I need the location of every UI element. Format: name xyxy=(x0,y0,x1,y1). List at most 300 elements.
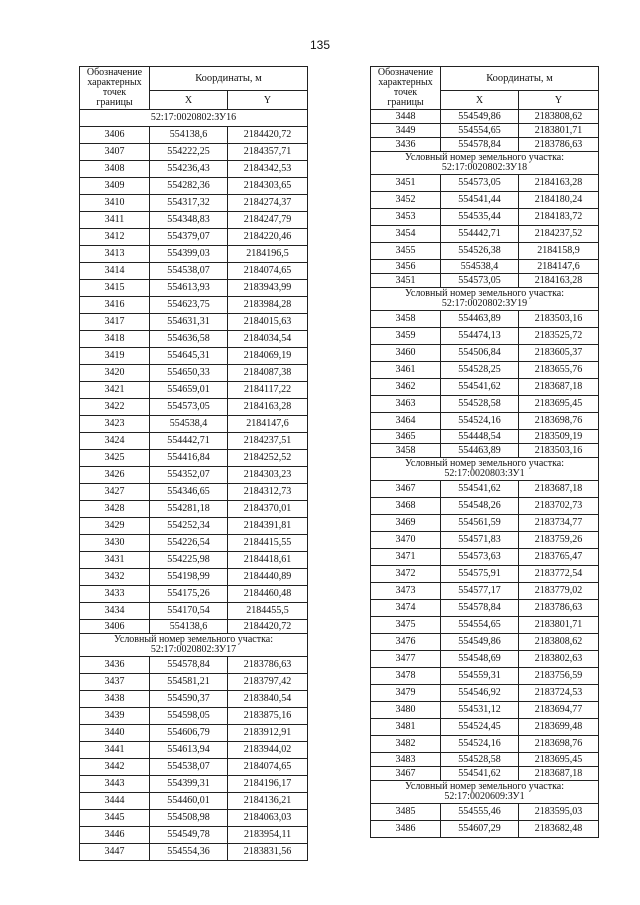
x-coordinate-cell: 554528,25 xyxy=(441,362,519,379)
x-coordinate-cell: 554535,44 xyxy=(441,209,519,226)
point-number-cell: 3476 xyxy=(371,634,441,651)
x-coordinate-cell: 554549,86 xyxy=(441,634,519,651)
table-row xyxy=(371,804,599,821)
y-coordinate-cell: 2183687,18 xyxy=(519,481,599,498)
y-coordinate-cell: 2184074,65 xyxy=(228,759,308,776)
y-coordinate-cell: 2183605,37 xyxy=(519,345,599,362)
x-coordinate-cell: 554252,34 xyxy=(150,518,228,535)
point-number-cell: 3431 xyxy=(80,552,150,569)
point-number-cell: 3408 xyxy=(80,161,150,178)
table-row xyxy=(80,297,308,314)
table-row xyxy=(371,685,599,702)
point-number-cell: 3410 xyxy=(80,195,150,212)
x-coordinate-cell: 554170,54 xyxy=(150,603,228,620)
point-number-cell: 3436 xyxy=(80,657,150,674)
point-number-cell: 3444 xyxy=(80,793,150,810)
x-coordinate-cell: 554623,75 xyxy=(150,297,228,314)
point-number-cell: 3409 xyxy=(80,178,150,195)
x-coordinate-cell: 554554,65 xyxy=(441,617,519,634)
x-coordinate-cell: 554346,65 xyxy=(150,484,228,501)
table-row xyxy=(371,138,599,152)
x-coordinate-cell: 554659,01 xyxy=(150,382,228,399)
x-coordinate-cell: 554549,86 xyxy=(441,110,519,124)
y-coordinate-cell: 2183682,48 xyxy=(519,821,599,838)
y-coordinate-cell: 2183954,11 xyxy=(228,827,308,844)
table-row xyxy=(371,260,599,274)
x-coordinate-cell: 554222,25 xyxy=(150,144,228,161)
point-number-cell: 3438 xyxy=(80,691,150,708)
y-coordinate-cell: 2184455,5 xyxy=(228,603,308,620)
table-row xyxy=(371,651,599,668)
y-coordinate-cell: 2183943,99 xyxy=(228,280,308,297)
x-coordinate-cell: 554546,92 xyxy=(441,685,519,702)
y-coordinate-cell: 2183525,72 xyxy=(519,328,599,345)
table-row xyxy=(371,362,599,379)
y-coordinate-cell: 2183509,19 xyxy=(519,430,599,444)
x-coordinate-cell: 554645,31 xyxy=(150,348,228,365)
point-number-cell: 3474 xyxy=(371,600,441,617)
x-coordinate-cell: 554554,65 xyxy=(441,124,519,138)
point-number-cell: 3449 xyxy=(371,124,441,138)
y-coordinate-cell: 2183801,71 xyxy=(519,124,599,138)
table-row xyxy=(371,192,599,209)
x-coordinate-cell: 554581,21 xyxy=(150,674,228,691)
x-coordinate-cell: 554531,12 xyxy=(441,702,519,719)
point-number-cell: 3479 xyxy=(371,685,441,702)
y-coordinate-cell: 2183698,76 xyxy=(519,736,599,753)
table-row xyxy=(80,776,308,793)
point-number-cell: 3456 xyxy=(371,260,441,274)
point-number-cell: 3451 xyxy=(371,175,441,192)
y-coordinate-cell: 2183759,26 xyxy=(519,532,599,549)
point-number-cell: 3432 xyxy=(80,569,150,586)
header-x: X xyxy=(150,91,228,110)
table-row xyxy=(371,226,599,243)
section-label: Условный номер земельного участка: xyxy=(405,152,564,163)
y-coordinate-cell: 2183944,02 xyxy=(228,742,308,759)
x-coordinate-cell: 554236,43 xyxy=(150,161,228,178)
x-coordinate-cell: 554538,07 xyxy=(150,263,228,280)
x-coordinate-cell: 554573,05 xyxy=(150,399,228,416)
table-row xyxy=(80,416,308,433)
table-row xyxy=(80,535,308,552)
point-number-cell: 3447 xyxy=(80,844,150,861)
y-coordinate-cell: 2183702,73 xyxy=(519,498,599,515)
x-coordinate-cell: 554524,16 xyxy=(441,413,519,430)
x-coordinate-cell: 554317,32 xyxy=(150,195,228,212)
table-row xyxy=(371,753,599,767)
table-row xyxy=(371,243,599,260)
point-number-cell: 3411 xyxy=(80,212,150,229)
point-number-cell: 3460 xyxy=(371,345,441,362)
y-coordinate-cell: 2183734,77 xyxy=(519,515,599,532)
table-row xyxy=(80,691,308,708)
table-row xyxy=(371,311,599,328)
y-coordinate-cell: 2183840,54 xyxy=(228,691,308,708)
table-row xyxy=(371,634,599,651)
point-number-cell: 3406 xyxy=(80,620,150,634)
table-row xyxy=(80,263,308,280)
point-number-cell: 3429 xyxy=(80,518,150,535)
section-cadastral-number: 52:17:0020803:ЗУ1 xyxy=(444,468,525,479)
point-number-cell: 3423 xyxy=(80,416,150,433)
table-row xyxy=(80,144,308,161)
table-row xyxy=(80,518,308,535)
x-coordinate-cell: 554573,63 xyxy=(441,549,519,566)
table-row xyxy=(371,702,599,719)
y-coordinate-cell: 2184136,21 xyxy=(228,793,308,810)
x-coordinate-cell: 554524,45 xyxy=(441,719,519,736)
point-number-cell: 3451 xyxy=(371,274,441,288)
header-point-designation: Обозначение характерных точек границы xyxy=(80,67,150,110)
x-coordinate-cell: 554538,4 xyxy=(150,416,228,433)
point-number-cell: 3416 xyxy=(80,297,150,314)
table-row xyxy=(80,742,308,759)
point-number-cell: 3437 xyxy=(80,674,150,691)
point-number-cell: 3465 xyxy=(371,430,441,444)
x-coordinate-cell: 554442,71 xyxy=(441,226,519,243)
x-coordinate-cell: 554506,84 xyxy=(441,345,519,362)
point-number-cell: 3420 xyxy=(80,365,150,382)
x-coordinate-cell: 554225,98 xyxy=(150,552,228,569)
y-coordinate-cell: 2184180,24 xyxy=(519,192,599,209)
point-number-cell: 3426 xyxy=(80,467,150,484)
point-number-cell: 3418 xyxy=(80,331,150,348)
table-row xyxy=(371,767,599,781)
point-number-cell: 3467 xyxy=(371,767,441,781)
section-heading xyxy=(371,288,599,311)
point-number-cell: 3464 xyxy=(371,413,441,430)
x-coordinate-cell: 554352,07 xyxy=(150,467,228,484)
table-row xyxy=(80,365,308,382)
coordinates-table-left xyxy=(79,66,308,861)
x-coordinate-cell: 554448,54 xyxy=(441,430,519,444)
y-coordinate-cell: 2184440,89 xyxy=(228,569,308,586)
y-coordinate-cell: 2184034,54 xyxy=(228,331,308,348)
table-row xyxy=(371,498,599,515)
point-number-cell: 3453 xyxy=(371,209,441,226)
section-heading xyxy=(80,634,308,657)
table-row xyxy=(80,178,308,195)
y-coordinate-cell: 2183912,91 xyxy=(228,725,308,742)
x-coordinate-cell: 554613,93 xyxy=(150,280,228,297)
y-coordinate-cell: 2183655,76 xyxy=(519,362,599,379)
table-row xyxy=(80,348,308,365)
section-cadastral-number: 52:17:0020802:ЗУ18 xyxy=(441,162,528,173)
y-coordinate-cell: 2184163,28 xyxy=(228,399,308,416)
table-row xyxy=(371,668,599,685)
point-number-cell: 3413 xyxy=(80,246,150,263)
point-number-cell: 3459 xyxy=(371,328,441,345)
y-coordinate-cell: 2184237,52 xyxy=(519,226,599,243)
table-row xyxy=(371,600,599,617)
y-coordinate-cell: 2184303,65 xyxy=(228,178,308,195)
section-label: Условный номер земельного участка: xyxy=(405,781,564,792)
y-coordinate-cell: 2184163,28 xyxy=(519,175,599,192)
point-number-cell: 3421 xyxy=(80,382,150,399)
point-number-cell: 3452 xyxy=(371,192,441,209)
x-coordinate-cell: 554631,31 xyxy=(150,314,228,331)
point-number-cell: 3425 xyxy=(80,450,150,467)
y-coordinate-cell: 2184237,51 xyxy=(228,433,308,450)
point-number-cell: 3455 xyxy=(371,243,441,260)
point-number-cell: 3462 xyxy=(371,379,441,396)
table-row xyxy=(80,569,308,586)
y-coordinate-cell: 2183875,16 xyxy=(228,708,308,725)
coordinates-table-right xyxy=(370,66,599,838)
y-coordinate-cell: 2183786,63 xyxy=(519,138,599,152)
point-number-cell: 3485 xyxy=(371,804,441,821)
x-coordinate-cell: 554575,91 xyxy=(441,566,519,583)
x-coordinate-cell: 554555,46 xyxy=(441,804,519,821)
x-coordinate-cell: 554578,84 xyxy=(441,138,519,152)
y-coordinate-cell: 2183503,16 xyxy=(519,311,599,328)
y-coordinate-cell: 2184183,72 xyxy=(519,209,599,226)
table-row xyxy=(371,175,599,192)
point-number-cell: 3486 xyxy=(371,821,441,838)
table-row xyxy=(80,810,308,827)
table-row xyxy=(80,827,308,844)
y-coordinate-cell: 2183801,71 xyxy=(519,617,599,634)
y-coordinate-cell: 2184147,6 xyxy=(519,260,599,274)
table-row xyxy=(80,450,308,467)
table-row xyxy=(80,467,308,484)
x-coordinate-cell: 554573,05 xyxy=(441,274,519,288)
x-coordinate-cell: 554524,16 xyxy=(441,736,519,753)
y-coordinate-cell: 2183699,48 xyxy=(519,719,599,736)
y-coordinate-cell: 2183724,53 xyxy=(519,685,599,702)
point-number-cell: 3436 xyxy=(371,138,441,152)
table-row xyxy=(80,399,308,416)
x-coordinate-cell: 554571,83 xyxy=(441,532,519,549)
x-coordinate-cell: 554528,58 xyxy=(441,396,519,413)
point-number-cell: 3406 xyxy=(80,127,150,144)
table-row xyxy=(80,725,308,742)
table-row xyxy=(371,821,599,838)
point-number-cell: 3422 xyxy=(80,399,150,416)
y-coordinate-cell: 2184196,5 xyxy=(228,246,308,263)
x-coordinate-cell: 554549,78 xyxy=(150,827,228,844)
x-coordinate-cell: 554528,58 xyxy=(441,753,519,767)
y-coordinate-cell: 2183503,16 xyxy=(519,444,599,458)
table-row xyxy=(371,124,599,138)
header-x: X xyxy=(441,91,519,110)
table-row xyxy=(371,345,599,362)
header-y: Y xyxy=(519,91,599,110)
y-coordinate-cell: 2183797,42 xyxy=(228,674,308,691)
table-body-right xyxy=(371,110,599,838)
table-row xyxy=(80,484,308,501)
point-number-cell: 3469 xyxy=(371,515,441,532)
table-row xyxy=(80,844,308,861)
header-coordinates: Координаты, м xyxy=(441,67,599,91)
table-row xyxy=(371,566,599,583)
y-coordinate-cell: 2183808,62 xyxy=(519,110,599,124)
table-row xyxy=(371,413,599,430)
point-number-cell: 3434 xyxy=(80,603,150,620)
x-coordinate-cell: 554282,36 xyxy=(150,178,228,195)
y-coordinate-cell: 2183831,56 xyxy=(228,844,308,861)
point-number-cell: 3458 xyxy=(371,444,441,458)
x-coordinate-cell: 554281,18 xyxy=(150,501,228,518)
y-coordinate-cell: 2184370,01 xyxy=(228,501,308,518)
table-row xyxy=(371,274,599,288)
point-number-cell: 3482 xyxy=(371,736,441,753)
y-coordinate-cell: 2184252,52 xyxy=(228,450,308,467)
table-row xyxy=(80,433,308,450)
section-cadastral-number: 52:17:0020609:ЗУ1 xyxy=(444,791,525,802)
point-number-cell: 3446 xyxy=(80,827,150,844)
table-row xyxy=(80,603,308,620)
x-coordinate-cell: 554416,84 xyxy=(150,450,228,467)
table-row xyxy=(371,110,599,124)
table-row xyxy=(371,617,599,634)
point-number-cell: 3471 xyxy=(371,549,441,566)
section-cadastral-number: 52:17:0020802:ЗУ19 xyxy=(441,298,528,309)
table-row xyxy=(80,246,308,263)
x-coordinate-cell: 554508,98 xyxy=(150,810,228,827)
y-coordinate-cell: 2184117,22 xyxy=(228,382,308,399)
point-number-cell: 3461 xyxy=(371,362,441,379)
point-number-cell: 3427 xyxy=(80,484,150,501)
table-row xyxy=(80,331,308,348)
table-row xyxy=(371,379,599,396)
x-coordinate-cell: 554548,69 xyxy=(441,651,519,668)
point-number-cell: 3478 xyxy=(371,668,441,685)
y-coordinate-cell: 2184420,72 xyxy=(228,620,308,634)
point-number-cell: 3468 xyxy=(371,498,441,515)
x-coordinate-cell: 554541,62 xyxy=(441,379,519,396)
table-row xyxy=(80,195,308,212)
table-row xyxy=(371,532,599,549)
point-number-cell: 3419 xyxy=(80,348,150,365)
table-body-left xyxy=(80,110,308,861)
y-coordinate-cell: 2184015,63 xyxy=(228,314,308,331)
table-row xyxy=(80,620,308,634)
point-number-cell: 3481 xyxy=(371,719,441,736)
table-row xyxy=(371,481,599,498)
section-row xyxy=(371,152,599,175)
x-coordinate-cell: 554138,6 xyxy=(150,620,228,634)
y-coordinate-cell: 2184312,73 xyxy=(228,484,308,501)
table-row xyxy=(80,674,308,691)
x-coordinate-cell: 554348,83 xyxy=(150,212,228,229)
point-number-cell: 3424 xyxy=(80,433,150,450)
x-coordinate-cell: 554613,94 xyxy=(150,742,228,759)
x-coordinate-cell: 554541,62 xyxy=(441,481,519,498)
point-number-cell: 3441 xyxy=(80,742,150,759)
point-number-cell: 3439 xyxy=(80,708,150,725)
table-row xyxy=(80,127,308,144)
y-coordinate-cell: 2184074,65 xyxy=(228,263,308,280)
section-row xyxy=(80,634,308,657)
point-number-cell: 3443 xyxy=(80,776,150,793)
point-number-cell: 3445 xyxy=(80,810,150,827)
y-coordinate-cell: 2184196,17 xyxy=(228,776,308,793)
point-number-cell: 3407 xyxy=(80,144,150,161)
point-number-cell: 3440 xyxy=(80,725,150,742)
header-coordinates: Координаты, м xyxy=(150,67,308,91)
x-coordinate-cell: 554607,29 xyxy=(441,821,519,838)
section-heading xyxy=(371,152,599,175)
table-row xyxy=(80,229,308,246)
table-row xyxy=(371,549,599,566)
y-coordinate-cell: 2184415,55 xyxy=(228,535,308,552)
table-row xyxy=(80,793,308,810)
y-coordinate-cell: 2183808,62 xyxy=(519,634,599,651)
point-number-cell: 3480 xyxy=(371,702,441,719)
table-row xyxy=(80,759,308,776)
y-coordinate-cell: 2184274,37 xyxy=(228,195,308,212)
point-number-cell: 3417 xyxy=(80,314,150,331)
x-coordinate-cell: 554538,07 xyxy=(150,759,228,776)
y-coordinate-cell: 2183595,03 xyxy=(519,804,599,821)
section-row xyxy=(371,288,599,311)
table-row xyxy=(80,708,308,725)
x-coordinate-cell: 554561,59 xyxy=(441,515,519,532)
x-coordinate-cell: 554538,4 xyxy=(441,260,519,274)
y-coordinate-cell: 2184391,81 xyxy=(228,518,308,535)
table-row xyxy=(371,736,599,753)
table-row xyxy=(80,280,308,297)
x-coordinate-cell: 554399,03 xyxy=(150,246,228,263)
x-coordinate-cell: 554463,89 xyxy=(441,311,519,328)
section-cadastral-number: 52:17:0020802:ЗУ17 xyxy=(150,644,237,655)
point-number-cell: 3467 xyxy=(371,481,441,498)
table-row xyxy=(80,657,308,674)
point-number-cell: 3442 xyxy=(80,759,150,776)
point-number-cell: 3475 xyxy=(371,617,441,634)
y-coordinate-cell: 2183687,18 xyxy=(519,379,599,396)
x-coordinate-cell: 554578,84 xyxy=(150,657,228,674)
point-number-cell: 3433 xyxy=(80,586,150,603)
x-coordinate-cell: 554590,37 xyxy=(150,691,228,708)
section-heading xyxy=(371,781,599,804)
point-number-cell: 3430 xyxy=(80,535,150,552)
y-coordinate-cell: 2184342,53 xyxy=(228,161,308,178)
table-row xyxy=(371,430,599,444)
y-coordinate-cell: 2184303,23 xyxy=(228,467,308,484)
x-coordinate-cell: 554636,58 xyxy=(150,331,228,348)
point-number-cell: 3454 xyxy=(371,226,441,243)
y-coordinate-cell: 2183786,63 xyxy=(228,657,308,674)
x-coordinate-cell: 554573,05 xyxy=(441,175,519,192)
y-coordinate-cell: 2183786,63 xyxy=(519,600,599,617)
section-heading xyxy=(371,458,599,481)
section-row xyxy=(371,458,599,481)
y-coordinate-cell: 2183756,59 xyxy=(519,668,599,685)
x-coordinate-cell: 554399,31 xyxy=(150,776,228,793)
table-row xyxy=(371,444,599,458)
x-coordinate-cell: 554559,31 xyxy=(441,668,519,685)
x-coordinate-cell: 554138,6 xyxy=(150,127,228,144)
x-coordinate-cell: 554226,54 xyxy=(150,535,228,552)
x-coordinate-cell: 554463,89 xyxy=(441,444,519,458)
x-coordinate-cell: 554548,26 xyxy=(441,498,519,515)
y-coordinate-cell: 2184163,28 xyxy=(519,274,599,288)
point-number-cell: 3415 xyxy=(80,280,150,297)
point-number-cell: 3473 xyxy=(371,583,441,600)
point-number-cell: 3448 xyxy=(371,110,441,124)
point-number-cell: 3483 xyxy=(371,753,441,767)
y-coordinate-cell: 2184158,9 xyxy=(519,243,599,260)
point-number-cell: 3472 xyxy=(371,566,441,583)
y-coordinate-cell: 2183695,45 xyxy=(519,396,599,413)
y-coordinate-cell: 2183802,63 xyxy=(519,651,599,668)
table-row xyxy=(371,209,599,226)
section-label: Условный номер земельного участка: xyxy=(405,288,564,299)
x-coordinate-cell: 554578,84 xyxy=(441,600,519,617)
